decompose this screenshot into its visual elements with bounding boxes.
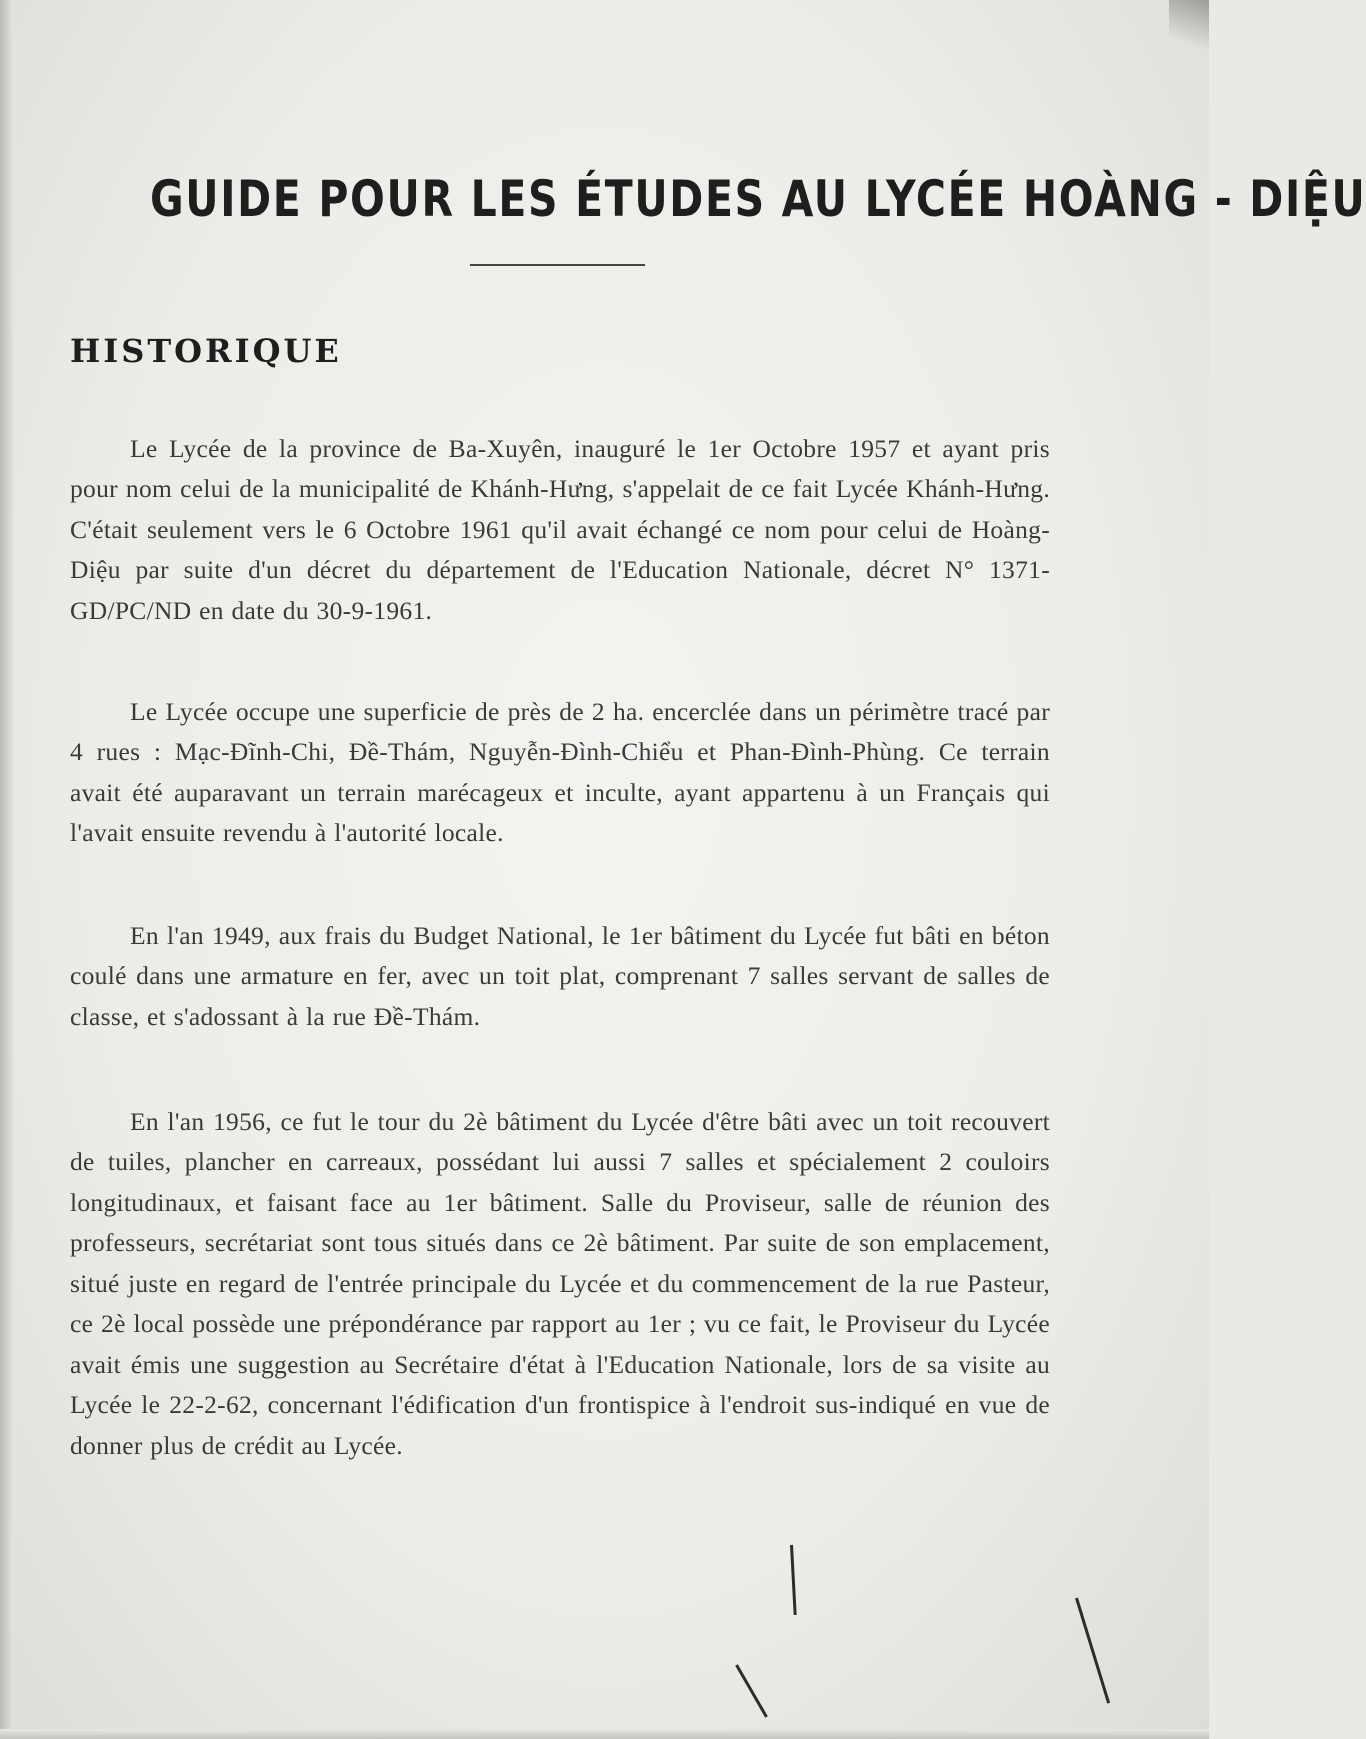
scan-pen-mark (790, 1545, 797, 1615)
scan-pen-mark (735, 1664, 768, 1717)
page-left-edge-shadow (0, 0, 14, 1739)
paragraph-1: Le Lycée de la province de Ba-Xuyên, inauguré le 1er Octobre 1957 et ayant pris pour nom celui de la municipalité de Khánh-Hưng, s'appelait de ce fait Lycée Khánh-Hưng. C'était seulement vers le 6 Octobre 1961 qu'il avait échangé ce nom pour celui de Hoàng-Diệu par suite d'un décret du département de l'Education Nationale, décret N° 1371-GD/PC/ND en date du 30-9-1961. (70, 433, 1050, 625)
page-bottom-edge-shadow (0, 1729, 1209, 1739)
paragraph-3: En l'an 1949, aux frais du Budget National, le 1er bâtiment du Lycée fut bâti en béton coulé dans une armature en fer, avec un toit plat, comprenant 7 salles servant de salles de classe, et s'adossant à la rue Đề-Thám. (70, 920, 1050, 1031)
document-title: GUIDE POUR LES ÉTUDES AU LYCÉE HOÀNG - DIỆU (150, 170, 1366, 228)
paragraph-2: Le Lycée occupe une superficie de près de 2 ha. encerclée dans un périmètre tracé par 4 rues : Mạc-Đĩnh-Chi, Đề-Thám, Nguyễn-Đình-Chiểu et Phan-Đình-Phùng. Ce terrain avait été auparavant un terrain marécageux et inculte, ayant appartenu à un Français qui l'avait ensuite revendu à l'autorité locale. (70, 696, 1050, 847)
scan-pen-mark (1075, 1598, 1110, 1704)
paragraph-4: En l'an 1956, ce fut le tour du 2è bâtiment du Lycée d'être bâti avec un toit recouvert de tuiles, plancher en carreaux, possédant lui aussi 7 salles et spécialement 2 couloirs longitudinaux, et faisant face au 1er bâtiment. Salle du Proviseur, salle de réunion des professeurs, secrétariat sont tous situés dans ce 2è bâtiment. Par suite de son emplacement, situé juste en regard de l'entrée principale du Lycée et du commencement de la rue Pasteur, ce 2è local possède une prépondérance par rapport au 1er ; vu ce fait, le Proviseur du Lycée avait émis une suggestion au Secrétaire d'état à l'Education Nationale, lors de sa visite au Lycée le 22-2-62, concernant l'édification d'un frontispice à l'endroit sus-indiqué en vue de donner plus de crédit au Lycée. (70, 1106, 1050, 1460)
title-underline-rule (470, 264, 645, 266)
page-corner-shadow (1169, 0, 1209, 60)
section-heading-historique: HISTORIQUE (70, 332, 342, 370)
